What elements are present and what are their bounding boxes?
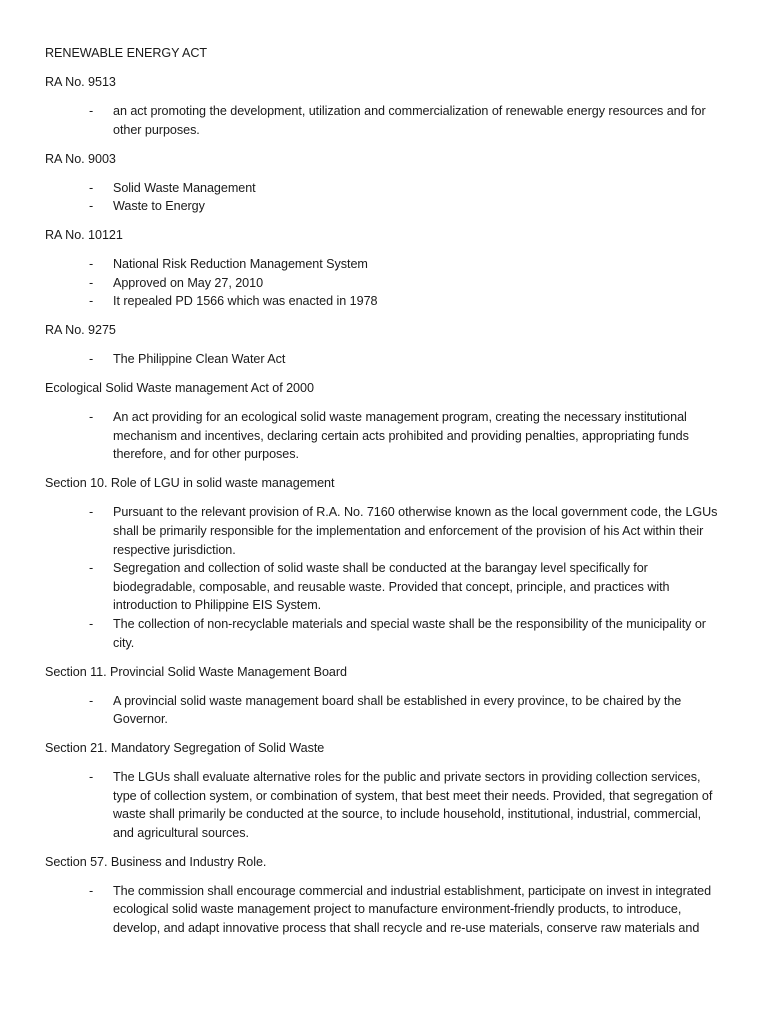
list-item-text: A provincial solid waste management board shall be established in every province, to be chaired by the Governor. <box>113 693 682 727</box>
heading-renewable-energy-act: RENEWABLE ENERGY ACT <box>45 46 208 60</box>
bullet-dash: - <box>89 199 94 214</box>
list-item <box>45 102 725 139</box>
heading-ra-9275: RA No. 9275 <box>45 323 116 338</box>
bullet-dash: - <box>89 103 94 118</box>
list-item-text: The Philippine Clean Water Act <box>113 352 286 367</box>
list-item-text: The collection of non-recyclable materials and special waste shall be the responsibility of the municipality or city. <box>113 616 706 650</box>
list-item-text: It repealed PD 1566 which was enacted in 1978 <box>113 294 378 309</box>
list-item-text: The LGUs shall evaluate alternative roles for the public and private sectors in providing collection services, type of collection system, or combination of system, that best meet their needs. Provided, that segregation of waste shall primarily be conducted at the source, to include household, institutional, industrial, commercial, and agricultural sources. <box>113 770 713 840</box>
heading-section-21: Section 21. Mandatory Segregation of Solid Waste <box>45 741 325 756</box>
bullet-dash: - <box>89 616 94 631</box>
list-item <box>45 768 725 842</box>
list-ra-9275 <box>45 350 725 369</box>
list-item-text: Segregation and collection of solid waste shall be conducted at the barangay level specifically for biodegradable, composable, and reusable waste. Provided that concept, principle, and practices with introduction to Philippine EIS System. <box>113 561 670 613</box>
heading-ra-9003: RA No. 9003 <box>45 151 116 166</box>
list-item-text: an act promoting the development, utilization and commercialization of renewable energy resources and for other purposes. <box>113 103 706 137</box>
heading-section-10: Section 10. Role of LGU in solid waste management <box>45 476 335 491</box>
list-section-10 <box>45 503 725 652</box>
document-page <box>45 44 725 948</box>
list-item-text: The commission shall encourage commercial and industrial establishment, participate on invest in integrated ecological solid waste management project to manufacture environment-friendly products, to introduce, develop, and adapt innovative process that shall recycle and re-use materials, conserve raw materials and <box>113 883 712 935</box>
list-section-57 <box>45 882 725 938</box>
list-item <box>45 197 725 216</box>
list-ra-9513 <box>45 102 725 139</box>
list-item-text: An act providing for an ecological solid waste management program, creating the necessary institutional mechanism and incentives, declaring certain acts prohibited and providing penalties, appropriating funds therefore, and for other purposes. <box>113 410 689 462</box>
list-section-21 <box>45 768 725 842</box>
heading-section-11: Section 11. Provincial Solid Waste Management Board <box>45 664 347 679</box>
heading-ra-10121: RA No. 10121 <box>45 228 123 243</box>
list-section-11 <box>45 692 725 729</box>
list-ra-9003 <box>45 179 725 216</box>
bullet-dash: - <box>89 352 94 367</box>
list-item <box>45 615 725 652</box>
list-item <box>45 350 725 369</box>
bullet-dash: - <box>89 257 94 272</box>
list-item-text: Waste to Energy <box>113 199 205 214</box>
list-item <box>45 503 725 559</box>
bullet-dash: - <box>89 561 94 576</box>
heading-section-57: Section 57. Business and Industry Role. <box>45 854 267 869</box>
list-item-text: Approved on May 27, 2010 <box>113 275 264 290</box>
heading-ra-9513: RA No. 9513 <box>45 74 116 89</box>
list-item <box>45 408 725 464</box>
list-item <box>45 274 725 293</box>
bullet-dash: - <box>89 770 94 785</box>
bullet-dash: - <box>89 410 94 425</box>
bullet-dash: - <box>89 180 94 195</box>
bullet-dash: - <box>89 505 94 520</box>
list-item <box>45 559 725 615</box>
list-ra-10121 <box>45 255 725 311</box>
list-item <box>45 692 725 729</box>
list-item <box>45 292 725 311</box>
bullet-dash: - <box>89 294 94 309</box>
list-item-text: National Risk Reduction Management System <box>113 257 368 272</box>
list-ecological-solid-waste-act <box>45 408 725 464</box>
list-item <box>45 882 725 938</box>
list-item <box>45 255 725 274</box>
list-item-text: Pursuant to the relevant provision of R.A. No. 7160 otherwise known as the local government code, the LGUs shall be primarily responsible for the implementation and enforcement of the provision of his Act within their respective jurisdiction. <box>113 505 718 557</box>
bullet-dash: - <box>89 693 94 708</box>
bullet-dash: - <box>89 883 94 898</box>
heading-ecological-solid-waste-act: Ecological Solid Waste management Act of 2000 <box>45 381 314 396</box>
list-item <box>45 179 725 198</box>
list-item-text: Solid Waste Management <box>113 180 256 195</box>
bullet-dash: - <box>89 275 94 290</box>
